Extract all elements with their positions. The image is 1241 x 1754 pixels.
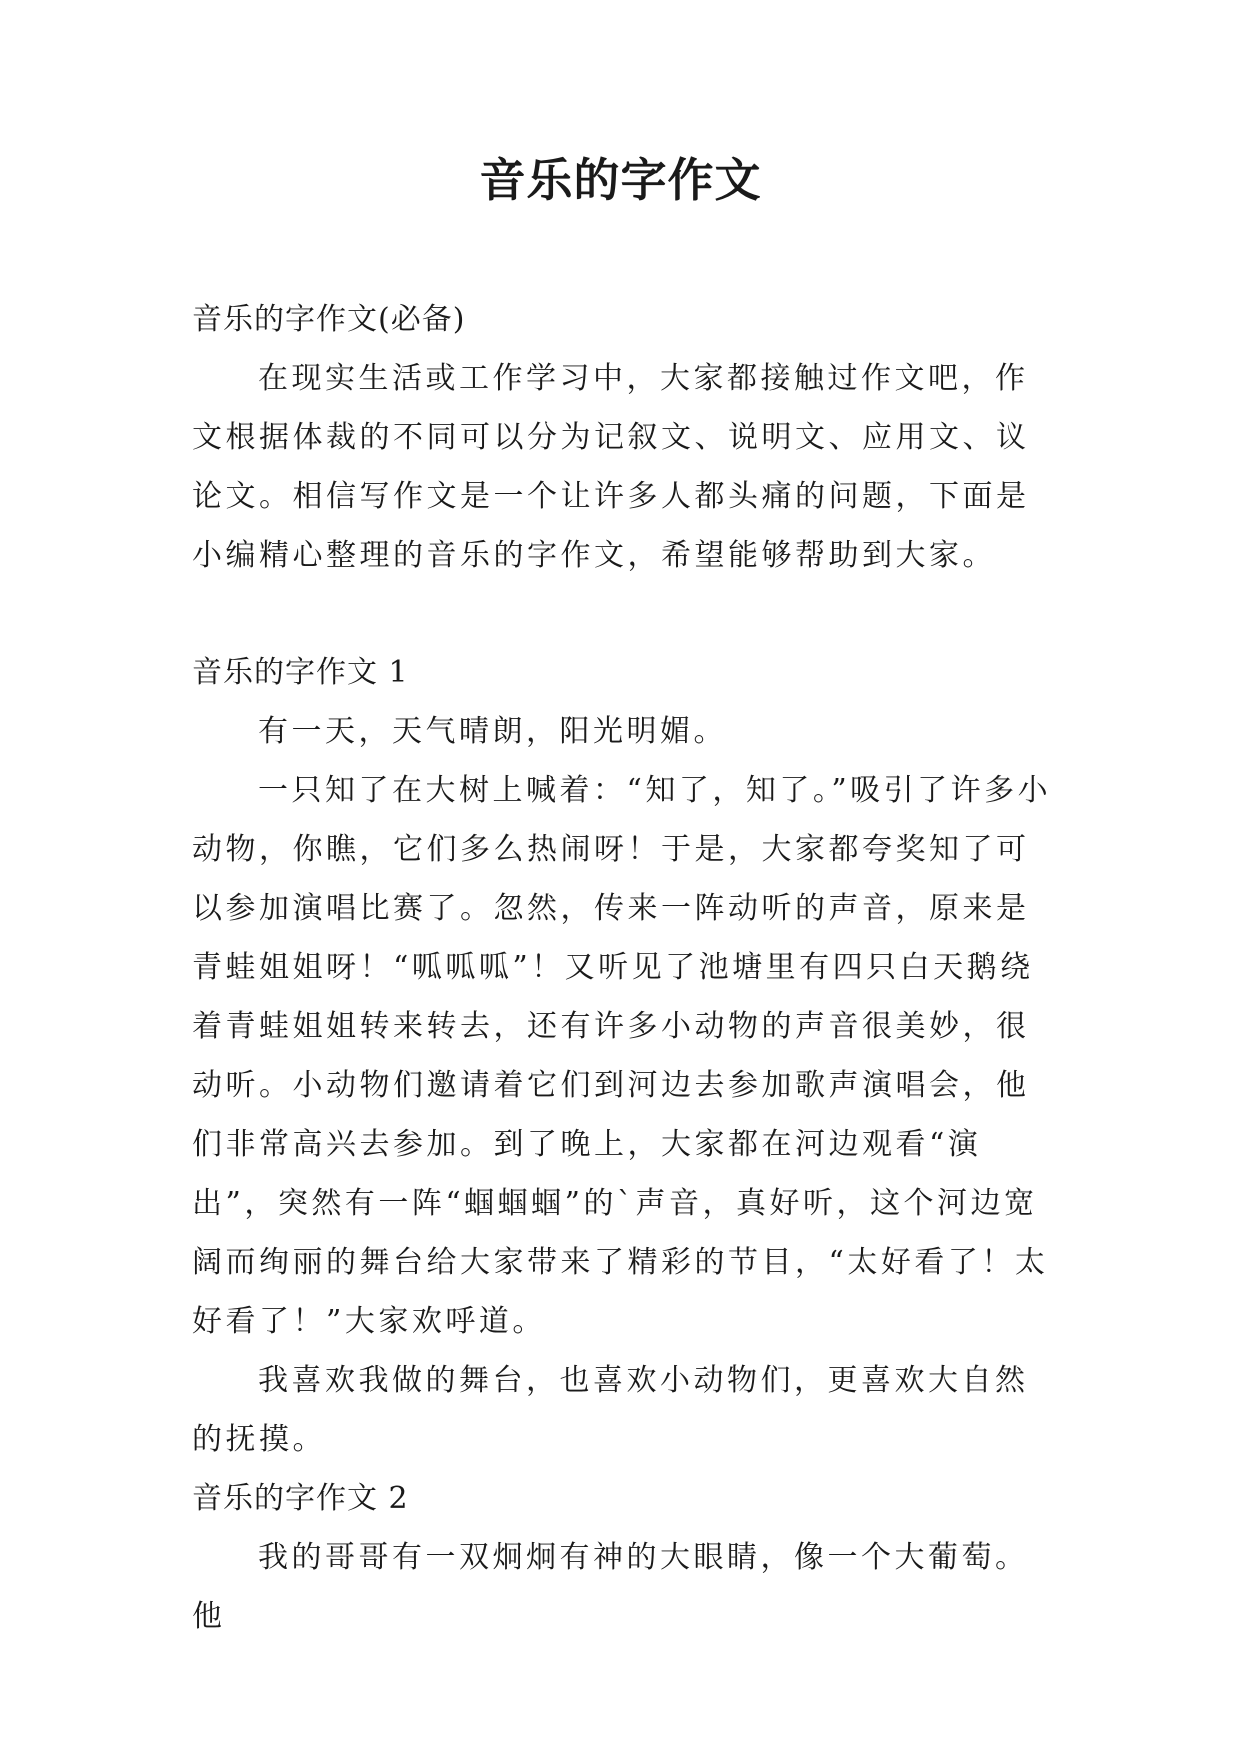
document-title: 音乐的字作文 xyxy=(479,153,762,207)
essay-1-paragraph: 有一天，天气晴朗，阳光明媚。 xyxy=(258,714,727,749)
essay-2-paragraph: 我的哥哥有一双炯炯有神的大眼睛，像一个大葡萄。他 xyxy=(192,1540,1029,1634)
document-subtitle: 音乐的字作文(必备) xyxy=(192,302,466,337)
essay-1-paragraph: 我喜欢我做的舞台，也喜欢小动物们，更喜欢大自然的抚摸。 xyxy=(192,1363,1029,1457)
essay-1-paragraph: 一只知了在大树上喊着：“知了，知了。”吸引了许多小动物，你瞧，它们多么热闹呀！于是，大家都夸奖知了可以参加演唱比赛了。忽然，传来一阵动听的声音，原来是青蛙姐姐呀！“呱呱呱”！又听见了池塘里有四只白天鹅绕着青蛙姐姐转来转去，还有许多小动物的声音很美妙，很动听。小动物们邀请着它们到河边去参加歌声演唱会，他们非常高兴去参加。到了晚上，大家都在河边观看“演出”，突然有一阵“蝈蝈蝈”的`声音，真好听，这个河边宽阔而绚丽的舞台给大家带来了精彩的节目，“太好看了！太好看了！”大家欢呼道。 xyxy=(192,773,1052,1339)
document-body xyxy=(192,290,1052,1646)
essay-2-heading: 音乐的字作文 2 xyxy=(192,1481,409,1516)
intro-paragraph: 在现实生活或工作学习中，大家都接触过作文吧，作文根据体裁的不同可以分为记叙文、说明文、应用文、议论文。相信写作文是一个让许多人都头痛的问题，下面是小编精心整理的音乐的字作文，希望能够帮助到大家。 xyxy=(192,361,1030,573)
essay-1-heading: 音乐的字作文 1 xyxy=(192,655,409,690)
section-spacer xyxy=(192,585,1052,643)
